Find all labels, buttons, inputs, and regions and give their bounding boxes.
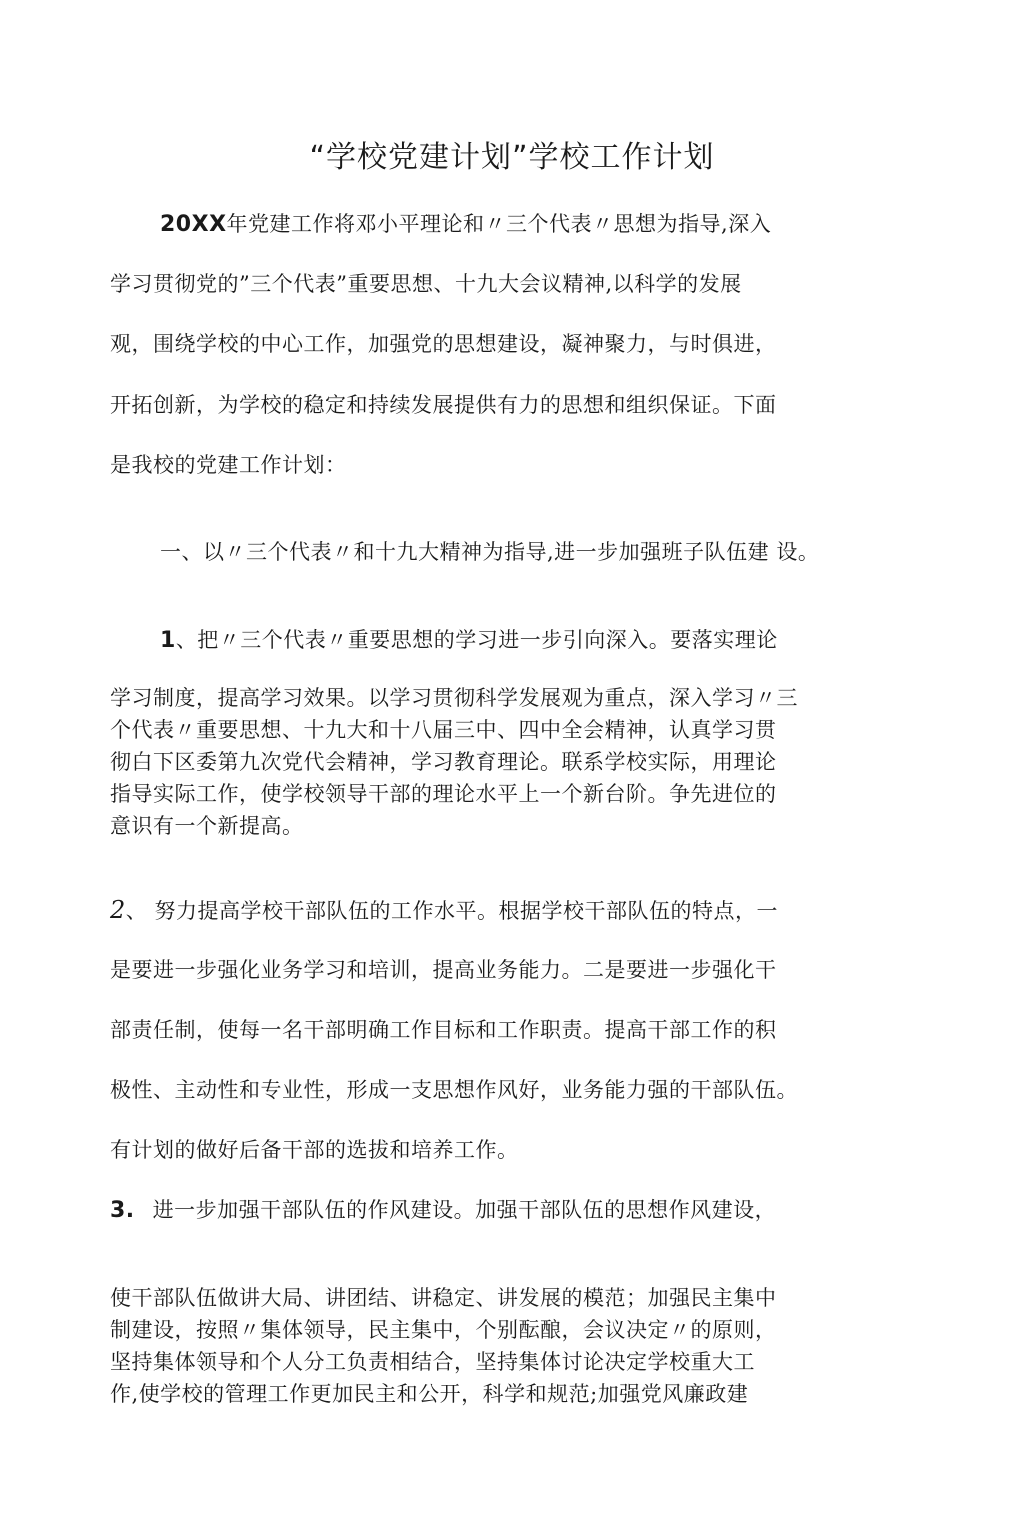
intro-year: 20XX [160, 212, 227, 237]
intro-line: 观，围绕学校的中心工作，加强党的思想建设，凝神聚力，与时俱进， [110, 332, 777, 356]
item-3-text: 进一步加强干部队伍的作风建设。加强干部队伍的思想作风建设， [152, 1198, 777, 1222]
document-title: “学校党建计划”学校工作计划 [309, 140, 715, 176]
item-1-line: 彻白下区委第九次党代会精神，学习教育理论。联系学校实际，用理论 [110, 750, 777, 774]
intro-line: 开拓创新，为学校的稳定和持续发展提供有力的思想和组织保证。下面 [110, 393, 777, 417]
intro-line [160, 210, 771, 239]
item-2-line: 有计划的做好后备干部的选拔和培养工作。 [110, 1138, 519, 1162]
item-2-line: 极性、主动性和专业性，形成一支思想作风好，业务能力强的干部队伍。 [110, 1078, 798, 1102]
item-3-line: 作,使学校的管理工作更加民主和公开，科学和规范;加强党风廉政建 [110, 1382, 749, 1406]
item-1-line: 个代表〃重要思想、十九大和十八届三中、四中全会精神，认真学习贯 [110, 718, 777, 742]
section-heading-1: 一、以〃三个代表〃和十九大精神为指导,进一步加强班子队伍建 设。 [160, 540, 820, 564]
item-3-line: 制建设，按照〃集体领导，民主集中，个别酝酿，会议决定〃的原则， [110, 1318, 777, 1342]
item-1-line [160, 626, 778, 655]
item-3-line [110, 1196, 776, 1225]
item-1-number: 1 [160, 628, 176, 653]
item-2-line [110, 896, 778, 925]
intro-line: 是我校的党建工作计划： [110, 453, 347, 477]
item-1-text: 、把〃三个代表〃重要思想的学习进一步引向深入。要落实理论 [175, 628, 778, 652]
intro-text: 年党建工作将邓小平理论和〃三个代表〃思想为指导,深入 [226, 212, 772, 236]
item-3-line: 使干部队伍做讲大局、讲团结、讲稳定、讲发展的模范；加强民主集中 [110, 1286, 777, 1310]
item-2-line: 是要进一步强化业务学习和培训，提高业务能力。二是要进一步强化干 [110, 958, 777, 982]
item-1-line: 意识有一个新提高。 [110, 814, 304, 838]
intro-line: 学习贯彻党的”三个代表”重要思想、十九大会议精神,以科学的发展 [110, 272, 742, 296]
item-1-line: 学习制度，提高学习效果。以学习贯彻科学发展观为重点，深入学习〃三 [110, 686, 798, 710]
item-3-line: 坚持集体领导和个人分工负责相结合，坚持集体讨论决定学校重大工 [110, 1350, 755, 1374]
item-1-line: 指导实际工作，使学校领导干部的理论水平上一个新台阶。争先进位的 [110, 782, 777, 806]
item-2-line: 部责任制，使每一名干部明确工作目标和工作职责。提高干部工作的积 [110, 1018, 777, 1042]
item-2-text: 、 努力提高学校干部队伍的工作水平。根据学校干部队伍的特点，一 [125, 899, 778, 923]
item-2-number: 2 [110, 896, 126, 924]
item-3-number: 3. [110, 1198, 135, 1223]
